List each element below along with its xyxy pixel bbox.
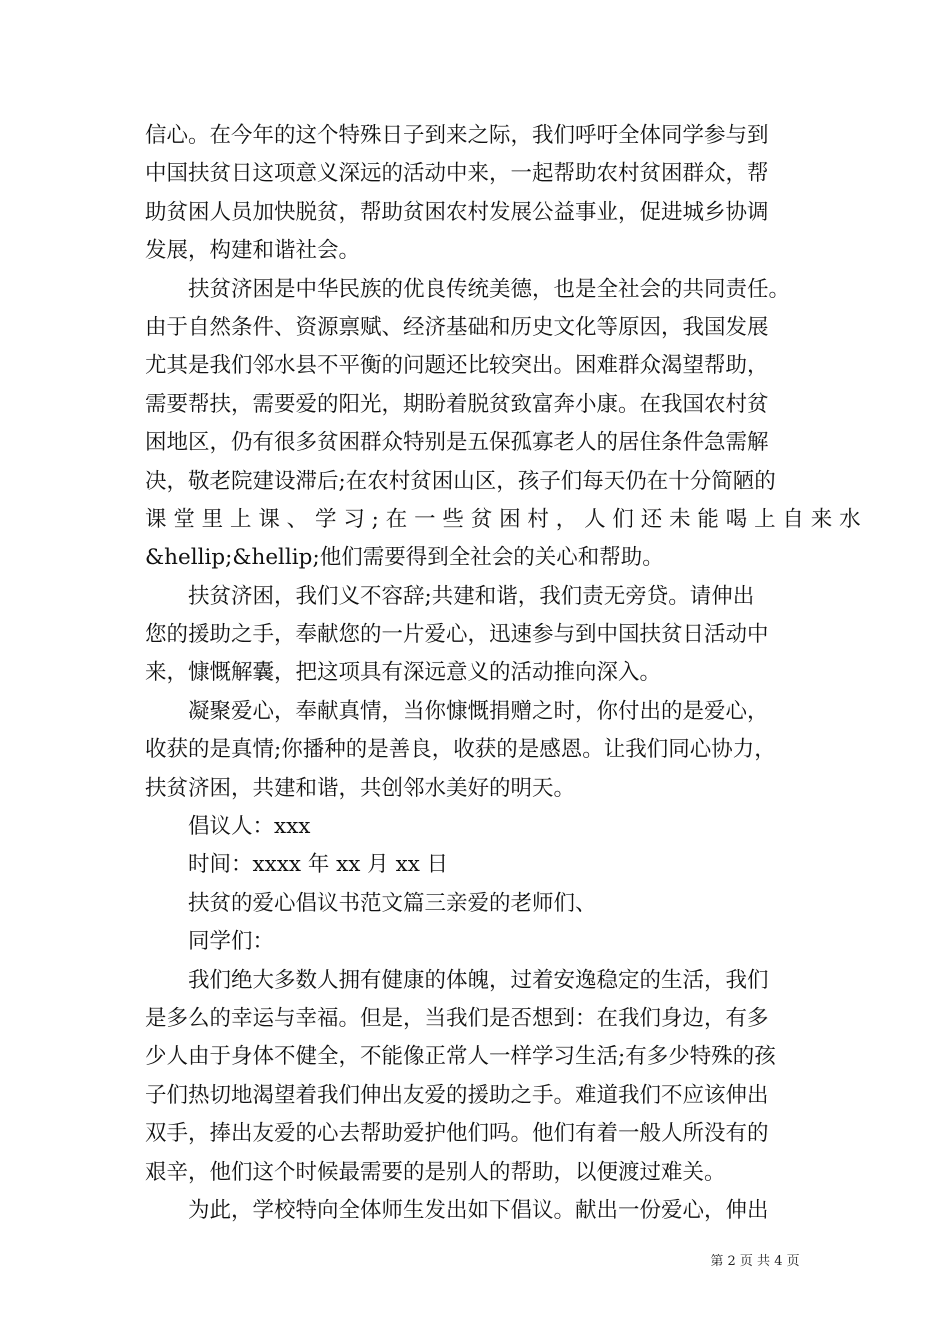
text-line: 凝聚爱心，奉献真情，当你慷慨捐赠之时，你付出的是爱心， [188, 698, 769, 724]
text-line: 中国扶贫日这项意义深远的活动中来，一起帮助农村贫困群众，帮 [145, 161, 769, 187]
text-line: 需要帮扶，需要爱的阳光，期盼着脱贫致富奔小康。在我国农村贫 [145, 391, 769, 417]
text-line: &hellip;&hellip;他们需要得到全社会的关心和帮助。 [145, 545, 664, 571]
text-line: 发展，构建和谐社会。 [145, 238, 361, 264]
text-line: 扶贫的爱心倡议书范文篇三亲爱的老师们、 [188, 890, 597, 916]
text-line: 您的援助之手，奉献您的一片爱心，迅速参与到中国扶贫日活动中 [145, 622, 769, 648]
text-line: 尤其是我们邻水县不平衡的问题还比较突出。困难群众渴望帮助， [145, 353, 769, 379]
text-line: 由于自然条件、资源禀赋、经济基础和历史文化等原因，我国发展 [145, 314, 769, 340]
text-line: 困地区，仍有很多贫困群众特别是五保孤寡老人的居住条件急需解 [145, 430, 769, 456]
text-line: 时间：xxxx 年 xx 月 xx 日 [188, 852, 449, 878]
text-line: 决，敬老院建设滞后;在农村贫困山区，孩子们每天仍在十分简陋的 [145, 468, 776, 494]
text-line: 收获的是真情;你播种的是善良，收获的是感恩。让我们同心协力， [145, 737, 776, 763]
text-line: 双手，捧出友爱的心去帮助爱护他们吗。他们有着一般人所没有的 [145, 1121, 769, 1147]
text-line: 扶贫济困，我们义不容辞;共建和谐，我们责无旁贷。请伸出 [188, 583, 755, 609]
text-line: 子们热切地渴望着我们伸出友爱的援助之手。难道我们不应该伸出 [145, 1082, 769, 1108]
document-body [145, 117, 861, 1230]
text-line: 同学们： [188, 929, 275, 955]
text-line: 扶贫济困是中华民族的优良传统美德，也是全社会的共同责任。 [188, 276, 791, 302]
text-line: 是多么的幸运与幸福。但是，当我们是否想到：在我们身边，有多 [145, 1005, 769, 1031]
text-line: 为此，学校特向全体师生发出如下倡议。献出一份爱心，伸出 [188, 1197, 769, 1223]
text-line: 倡议人：xxx [188, 814, 311, 840]
text-line: 课 堂 里 上 课 、 学 习 ; 在 一 些 贫 困 村 ， 人 们 还 未 能 喝 上 自 来 水 [145, 506, 861, 532]
text-line: 扶贫济困，共建和谐，共创邻水美好的明天。 [145, 775, 576, 801]
text-line: 艰辛，他们这个时候最需要的是别人的帮助，以便渡过难关。 [145, 1159, 726, 1185]
text-line: 少人由于身体不健全，不能像正常人一样学习生活;有多少特殊的孩 [145, 1044, 776, 1070]
text-line: 信心。在今年的这个特殊日子到来之际，我们呼吁全体同学参与到 [145, 123, 769, 148]
text-line: 来，慷慨解囊，把这项具有深远意义的活动推向深入。 [145, 660, 662, 686]
text-line: 我们绝大多数人拥有健康的体魄，过着安逸稳定的生活，我们 [188, 967, 769, 993]
page-number: 第 2 页 共 4 页 [710, 1254, 800, 1269]
text-line: 助贫困人员加快脱贫，帮助贫困农村发展公益事业，促进城乡协调 [145, 199, 769, 225]
